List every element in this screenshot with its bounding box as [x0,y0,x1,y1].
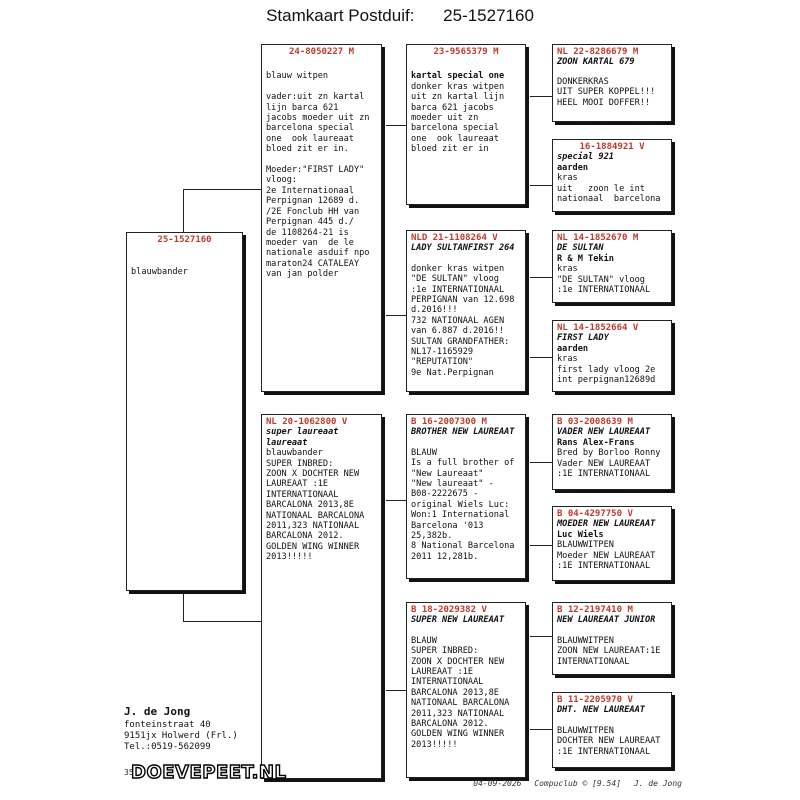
pigeon-name: VADER NEW LAUREAAT [557,427,651,438]
ggp-mff-card[interactable] [552,414,672,490]
pigeon-color: blauwbander [131,267,188,278]
pigeon-name: FIRST LADY [557,333,609,344]
connector [530,545,552,546]
connector [183,189,261,190]
ring-number: B 04-4297750 V [557,509,633,519]
pigeon-name: super laureaat laureaat [266,427,339,448]
ring-number: B 18-2029382 V [411,605,487,615]
ggp-fmf-card[interactable] [552,230,672,303]
grandfather-maternal-card[interactable] [406,414,526,579]
ggp-fff-card[interactable] [552,44,672,122]
ggp-mmm-card[interactable] [552,692,672,768]
pigeon-notes: BLAUWWITPEN DOCHTER NEW LAUREAAT :1E INTERNATIONAAL [557,725,661,757]
mother-card[interactable] [261,414,382,779]
pigeon-name: LADY SULTANFIRST 264 [411,243,515,254]
print-info [465,779,682,788]
grandmother-maternal-card[interactable] [406,602,526,778]
pigeon-name: DE SULTAN [557,243,604,254]
connector [183,591,184,621]
pigeon-name: kartal special one [411,71,505,82]
subject-card[interactable] [126,232,243,591]
print-date: 04-09-2026 [473,779,522,788]
pigeon-notes: Bred by Borloo Ronny Vader NEW LAUREAAT :1E INTERNATIONAAL [557,448,661,480]
grandfather-paternal-card[interactable] [406,44,526,205]
connector [386,315,406,316]
pigeon-name: special 921 [557,152,614,163]
ring-number: B 16-2007300 M [411,417,487,427]
connector [530,185,552,186]
page-title [0,6,800,26]
ring-number: NLD 21-1108264 V [411,233,498,243]
pigeon-name: MOEDER NEW LAUREAAT [557,519,656,530]
connector [386,125,406,126]
title-label: Stamkaart Postduif: [266,6,415,25]
ring-number: 25-1527160 [157,235,212,245]
page-number: 35 [124,768,134,777]
owner-name: J. de Jong [124,705,191,718]
ring-number: 23-9565379 M [433,47,499,57]
pigeon-notes: BLAUWWITPEN ZOON NEW LAUREAAT:1E INTERNATIONAAL [557,635,661,667]
pigeon-notes: DONKERKRAS UIT SUPER KOPPEL!!! HEEL MOOI DOFFER!! [557,76,656,108]
connector [530,636,552,637]
father-card[interactable] [261,44,382,392]
pigeon-notes: blauw witpen vader:uit zn kartal lijn barca 621 jacobs moeder uit zn barcelona special one ook laureaat bloed zit er in. Moeder:"FIRST LADY" vloog: 2e Internationaal Perpignan 12689 d. /2E Fonclub HH van Perpignan 445 d./ de 1108264-21 is moeder van de le nationale asduif npo maraton24 CATALEAY van jan polder [266,71,370,280]
ggp-mfm-card[interactable] [552,506,672,581]
ring-number: B 12-2197410 M [557,605,633,615]
ring-number: NL 14-1852670 M [557,233,639,243]
pigeon-notes: BLAUW SUPER INBRED: ZOON X DOCHTER NEW LAUREAAT :1E INTERNATIONAAL BARCALONA 2013,8E NATIONAAL BARCALONA 2011,323 NATIONAAL BARCALONA 2012. GOLDEN WING WINNER 2013!!!!! [411,635,510,750]
title-ring: 25-1527160 [443,6,534,25]
connector [530,462,552,463]
pigeon-owner: R & M Tekin [557,253,614,264]
owner-address: fonteinstraat 40 [124,720,211,730]
ring-number: 24-8050227 M [288,47,355,57]
ring-number: NL 22-8286679 M [557,47,639,57]
grandmother-paternal-card[interactable] [406,230,526,392]
pigeon-color: aarden [557,162,589,173]
pigeon-name: ZOON KARTAL 679 [557,57,635,68]
pigeon-owner: Rans Alex-Frans [557,437,635,448]
ggp-ffm-card[interactable] [552,139,672,212]
connector [183,189,184,232]
ring-number: 16-1884921 V [579,142,645,152]
connector [386,500,406,501]
ring-number: B 03-2008639 M [557,417,633,427]
pigeon-notes: donker kras witpen uit zn kartal lijn barca 621 jacobs moeder uit zn barcelona special one ook laureaat bloed zit er in [411,81,505,155]
pigeon-notes: BLAUWWITPEN Moeder NEW LAUREAAT :1E INTERNATIONAAL [557,540,656,572]
pigeon-notes: blauwbander SUPER INBRED: ZOON X DOCHTER NEW LAUREAAT :1E INTERNATIONAAL BARCALONA 2013,8E NATIONAAL BARCALONA 2011,323 NATIONAAL BARCALONA 2012. GOLDEN WING WINNER 2013!!!!! [266,448,365,563]
pigeon-owner: Luc Wiels [557,529,604,540]
pigeon-name: DHT. NEW LAUREAAT [557,705,645,716]
pigeon-notes: kras uit zoon le int nationaal barcelona [557,173,661,205]
connector [530,729,552,730]
ring-number: B 11-2205970 V [557,695,633,705]
owner-phone: Tel.:0519-562099 [124,742,211,752]
ggp-fmm-card[interactable] [552,320,672,392]
ring-number: NL 14-1852664 V [557,323,639,333]
pigeon-color: aarden [557,343,589,354]
watermark-logo: DOEVEPEET.NL [131,762,287,783]
print-author: J. de Jong [633,779,682,788]
owner-info [124,706,238,753]
pigeon-name: NEW LAUREAAT JUNIOR [557,615,656,626]
ggp-mmf-card[interactable] [552,602,672,675]
pigeon-notes: BLAUW Is a full brother of "New Laureaat" "New laureaat" - B08-2222675 - original Wiels Luc: Won:1 International Barcelona '013 25,382b. 8 National Barcelona 2011 12,281b. [411,447,515,562]
connector [530,277,552,278]
software-credit: Compuclub © [9.54] [534,779,621,788]
owner-city: 9151jx Holwerd (Frl.) [124,731,238,741]
pigeon-name: BROTHER NEW LAUREAAT [411,427,515,438]
pigeon-name: SUPER NEW LAUREAAT [411,615,505,626]
pigeon-notes: kras "DE SULTAN" vloog :1e INTERNATIONAAL [557,264,651,296]
connector [183,621,261,622]
pigeon-notes: donker kras witpen "DE SULTAN" vloog :1e INTERNATIONAAL PERPIGNAN van 12.698 d.2016!!! 732 NATIONAAL AGEN van 6.887 d.2016!! SULTAN GRANDFATHER: NL17-1165929 "REPUTATION" 9e Nat.Perpignan [411,263,515,378]
connector [530,96,552,97]
pigeon-notes: kras first lady vloog 2e int perpignan12689d [557,354,656,386]
connector [530,357,552,358]
ring-number: NL 20-1062800 V [266,417,348,427]
connector [386,690,406,691]
